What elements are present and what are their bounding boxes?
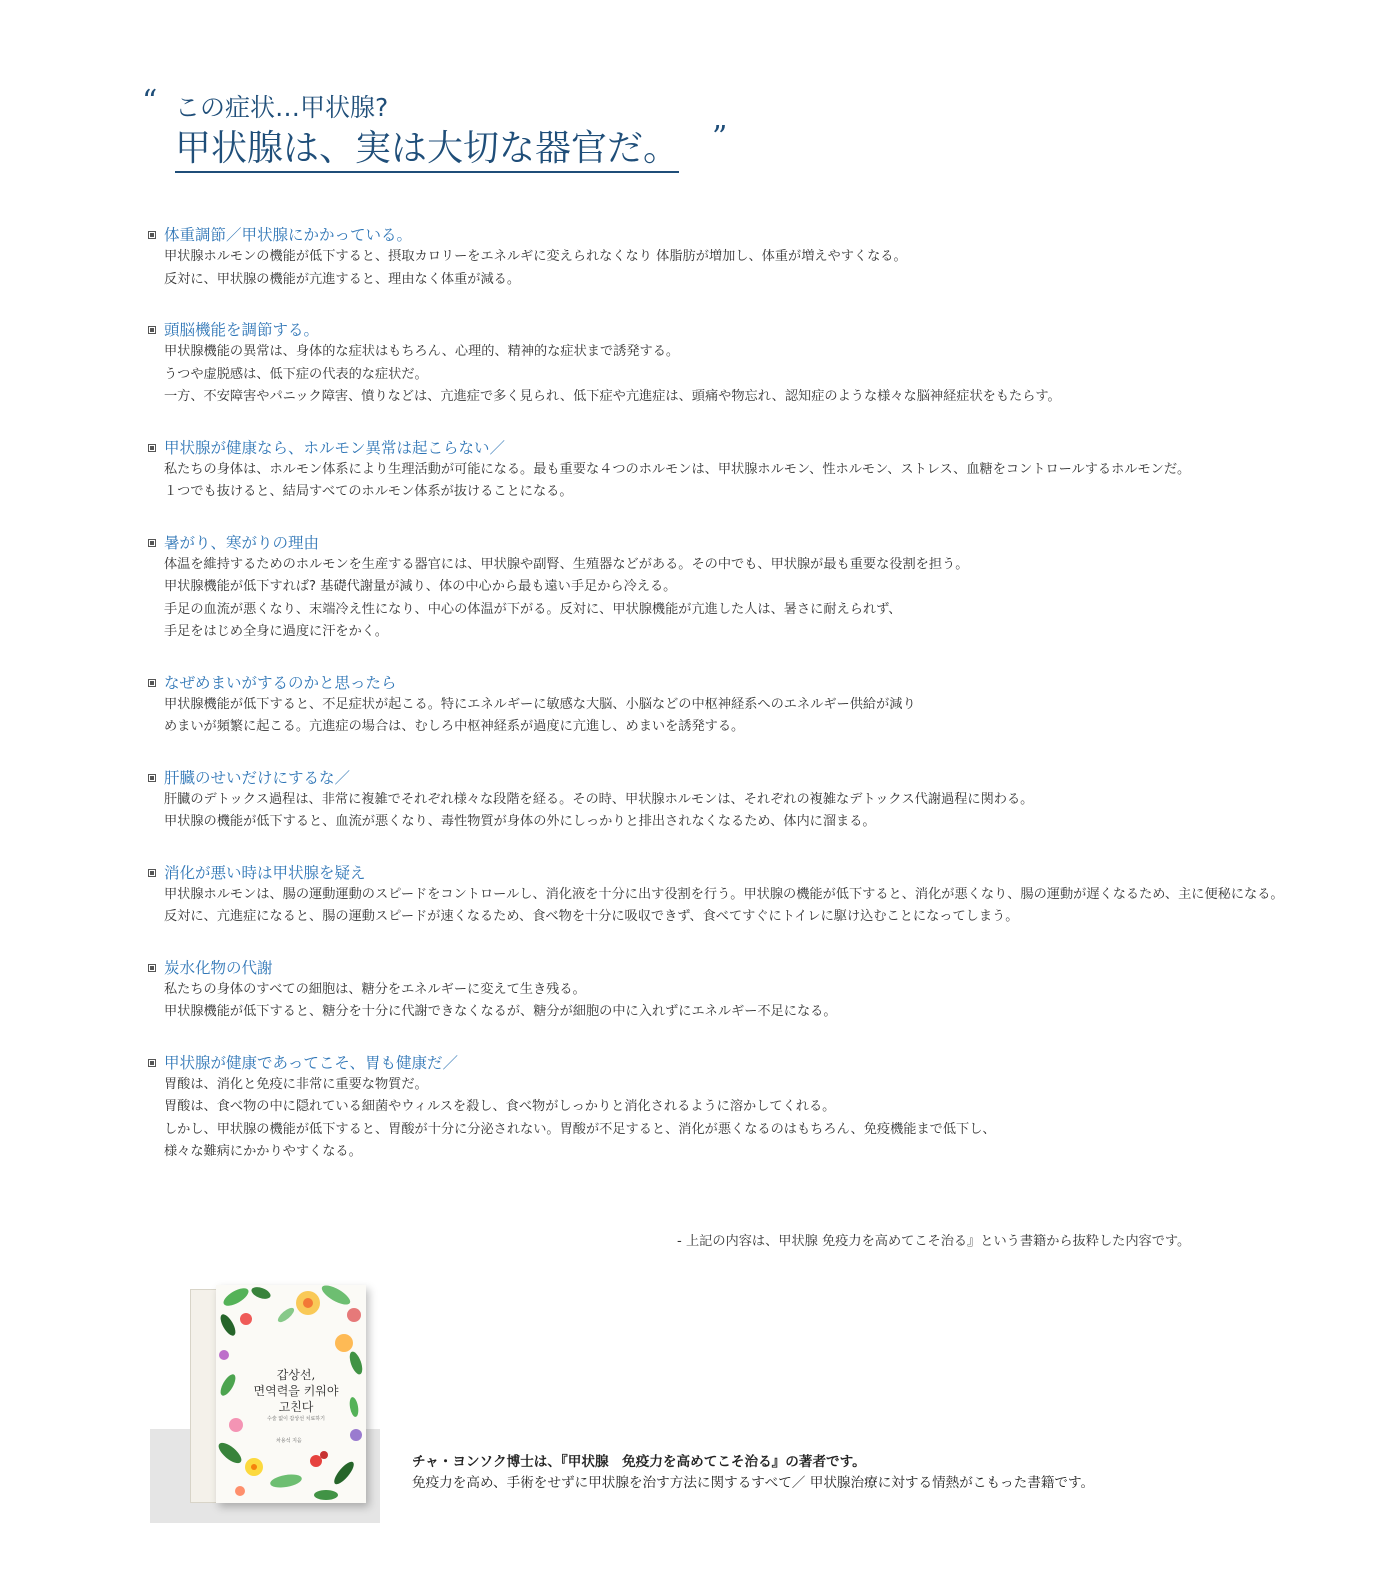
- book-caption-line-2: 免疫力を高め、手術をせずに甲状腺を治す方法に関するすべて／ 甲状腺治療に対する情熱がこもった書籍です。: [412, 1475, 1095, 1491]
- section-body-line: 甲状腺の機能が低下すると、血流が悪くなり、毒性物質が身体の外にしっかりと排出されなくなるため、体内に溜まる。: [164, 814, 876, 829]
- section-item: [148, 862, 1388, 929]
- section-body-line: 甲状腺機能が低下すれば? 基礎代謝量が減り、体の中心から最も遠い手足から冷える。: [164, 579, 677, 594]
- square-bullet-icon: [148, 869, 156, 877]
- book-author: 차용석 지음: [276, 1438, 302, 1444]
- section-body-line: 体温を維持するためのホルモンを生産する器官には、甲状腺や副腎、生殖器などがある。その中でも、甲状腺が最も重要な役割を担う。: [164, 556, 969, 572]
- section-body-line: 私たちの身体は、ホルモン体系により生理活動が可能になる。最も重要な４つのホルモンは、甲状腺ホルモン、性ホルモン、ストレス、血糖をコントロールするホルモンだ。: [164, 461, 1191, 477]
- section-item: [148, 224, 1388, 291]
- sections-list: [148, 224, 1388, 1164]
- section-body-line: 胃酸は、食べ物の中に隠れている細菌やウィルスを殺し、食べ物がしっかりと消化されるように溶かしてくれる。: [164, 1099, 836, 1114]
- book-title-line-3: 고친다: [278, 1400, 314, 1414]
- section-body-line: 手足をはじめ全身に過度に汗をかく。: [164, 624, 388, 639]
- section-heading: なぜめまいがするのかと思ったら: [164, 673, 397, 692]
- book-title-line-1: 갑상선,: [276, 1368, 316, 1382]
- book-caption: [412, 1452, 1094, 1494]
- square-bullet-icon: [148, 1059, 156, 1067]
- close-quote-mark: ”: [712, 120, 728, 155]
- section-item: [148, 532, 1388, 644]
- square-bullet-icon: [148, 679, 156, 687]
- hero-title: 甲状腺は、実は大切な器官だ。: [175, 128, 679, 173]
- section-body-line: 甲状腺ホルモンは、腸の運動運動のスピードをコントロールし、消化液を十分に出す役割を行う。甲状腺の機能が低下すると、消化が悪くなり、腸の運動が遅くなるため、主に便秘になる。: [164, 886, 1284, 902]
- book-image: [150, 1283, 382, 1523]
- section-body-line: 私たちの身体のすべての細胞は、糖分をエネルギーに変えて生き残る。: [164, 981, 586, 997]
- section-item: [148, 672, 1388, 739]
- section-heading: 甲状腺が健康であってこそ、胃も健康だ／: [164, 1053, 459, 1072]
- section-body-line: 甲状腺ホルモンの機能が低下すると、摂取カロリーをエネルギに変えられなくなり 体脂肪が増加し、体重が増えやすくなる。: [164, 249, 907, 264]
- open-quote-mark: “: [142, 84, 158, 119]
- section-body-line: 反対に、甲状腺の機能が亢進すると、理由なく体重が減る。: [164, 271, 521, 287]
- section-body-line: 手足の血流が悪くなり、末端冷え性になり、中心の体温が下がる。反対に、甲状腺機能が亢進した人は、暑さに耐えられず、: [164, 601, 902, 617]
- book-caption-line-1: チャ・ヨンソク博士は、『甲状腺 免疫力を高めてこそ治る』の著者です。: [412, 1454, 866, 1470]
- book-subtitle: 수술 없이 갑상선 치료하기: [267, 1416, 325, 1422]
- book-title-line-2: 면역력을 키워야: [253, 1384, 339, 1398]
- section-item: [148, 957, 1388, 1024]
- section-body-line: めまいが頻繁に起こる。亢進症の場合は、むしろ中枢神経系が過度に亢進し、めまいを誘発する。: [164, 719, 745, 734]
- section-body-line: 肝臓のデトックス過程は、非常に複雑でそれぞれ様々な段階を経る。その時、甲状腺ホルモンは、それぞれの複雑なデトックス代謝過程に関わる。: [164, 791, 1034, 807]
- section-body-line: しかし、甲状腺の機能が低下すると、胃酸が十分に分泌されない。胃酸が不足すると、消化が悪くなるのはもちろん、免疫機能まで低下し、: [164, 1121, 996, 1137]
- section-heading: 体重調節／甲状腺にかかっている。: [164, 226, 413, 244]
- square-bullet-icon: [148, 444, 156, 452]
- section-heading: 消化が悪い時は甲状腺を疑え: [164, 863, 366, 882]
- section-body-line: １つでも抜けると、結局すべてのホルモン体系が抜けることになる。: [164, 484, 573, 499]
- book-cover: [216, 1285, 366, 1503]
- section-heading: 甲状腺が健康なら、ホルモン異常は起こらない／: [164, 438, 506, 457]
- book-spine: [190, 1289, 218, 1503]
- section-body-line: 胃酸は、消化と免疫に非常に重要な物質だ。: [164, 1076, 428, 1092]
- section-heading: 肝臓のせいだけにするな／: [164, 768, 351, 787]
- section-body-line: 甲状腺機能が低下すると、糖分を十分に代謝できなくなるが、糖分が細胞の中に入れずにエネルギー不足になる。: [164, 1004, 837, 1019]
- section-body-line: 一方、不安障害やパニック障害、憤りなどは、亢進症で多く見られ、低下症や亢進症は、頭痛や物忘れ、認知症のような様々な脳神経症状をもたらす。: [164, 389, 1061, 404]
- section-item: [148, 437, 1388, 504]
- section-item: [148, 767, 1388, 834]
- hero-subtitle: この症状…甲状腺?: [175, 93, 389, 122]
- section-body-line: うつや虚脱感は、低下症の代表的な症状だ。: [164, 366, 428, 382]
- section-body-line: 甲状腺機能の異常は、身体的な症状はもちろん、心理的、精神的な症状まで誘発する。: [164, 344, 680, 359]
- square-bullet-icon: [148, 964, 156, 972]
- square-bullet-icon: [148, 231, 156, 239]
- source-note: - 上記の内容は、甲状腺 免疫力を高めてこそ治る』という書籍から抜粋した内容です。: [677, 1234, 1191, 1249]
- square-bullet-icon: [148, 326, 156, 334]
- book-title: [246, 1367, 346, 1423]
- section-item: [148, 1052, 1388, 1164]
- section-heading: 頭脳機能を調節する。: [164, 321, 320, 339]
- section-heading: 暑がり、寒がりの理由: [164, 533, 320, 552]
- section-body-line: 反対に、亢進症になると、腸の運動スピードが速くなるため、食べ物を十分に吸収できず、食べてすぐにトイレに駆け込むことになってしまう。: [164, 909, 1019, 924]
- section-item: [148, 319, 1388, 409]
- section-heading: 炭水化物の代謝: [164, 958, 273, 977]
- section-body-line: 甲状腺機能が低下すると、不足症状が起こる。特にエネルギーに敏感な大脳、小脳などの中枢神経系へのエネルギー供給が減り: [164, 696, 916, 712]
- section-body-line: 様々な難病にかかりやすくなる。: [164, 1144, 362, 1159]
- square-bullet-icon: [148, 774, 156, 782]
- square-bullet-icon: [148, 539, 156, 547]
